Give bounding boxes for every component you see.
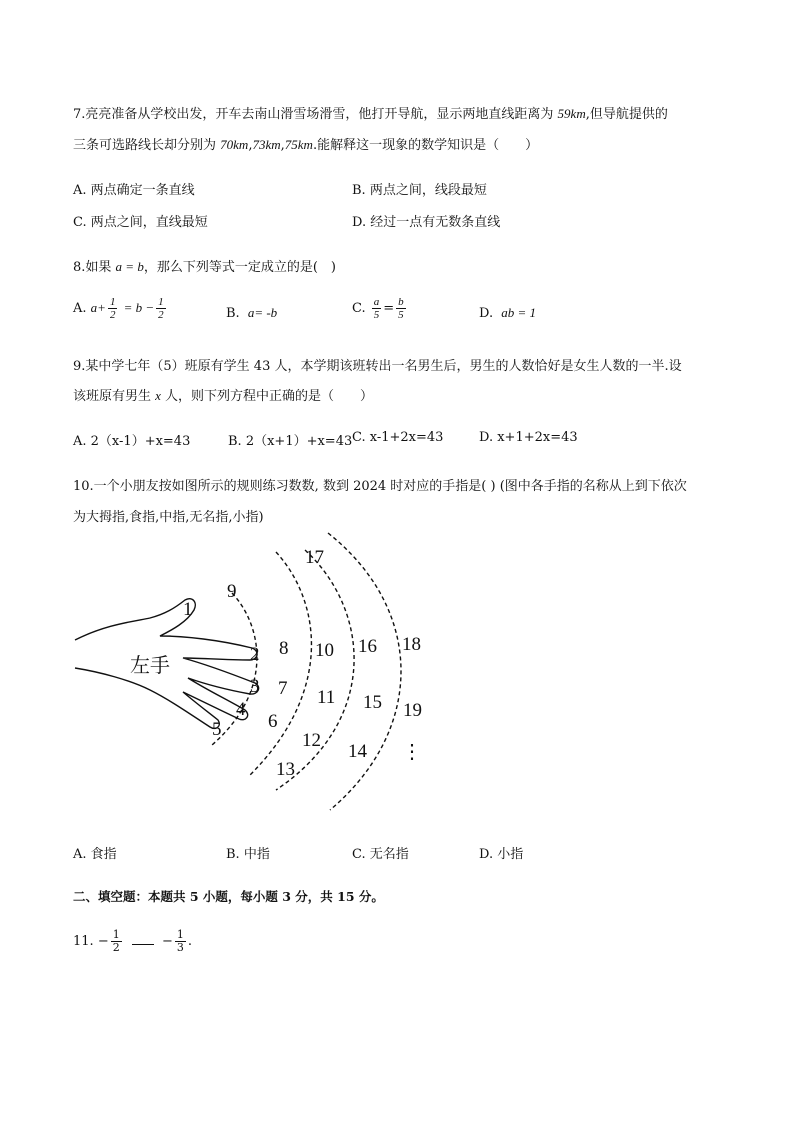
hand-label: 左手 (130, 655, 170, 677)
q7-line2: 三条可选路线长却分别为 70km,73km,75km.能解释这一现象的数学知识是（ ） (73, 137, 539, 153)
q11-line: 11. − $\frac{1}{2}$ − $\frac{1}{3}$ . (73, 928, 193, 954)
q7-option-d[interactable]: D. 经过一点有无数条直线 (352, 215, 501, 230)
q9-line1: 9.某中学七年（5）班原有学生 43 人，本学期该班转出一名男生后，男生的人数恰好是女生人数的一半.设 (73, 359, 682, 374)
fraction: $\frac{1}{2}$ (158, 296, 164, 321)
q9-option-a[interactable]: A. 2（x-1）+x=43 (73, 434, 191, 449)
count-number: 6 (268, 711, 278, 732)
count-number: 10 (315, 640, 334, 661)
dashed-arc-1 (212, 593, 257, 745)
count-number: 13 (276, 759, 295, 780)
dashed-arc-3 (276, 550, 354, 790)
fraction: $\frac{b}{5}$ (398, 296, 404, 321)
q10-option-a[interactable]: A. 食指 (73, 847, 117, 862)
fraction: $\frac{1}{3}$ (176, 928, 184, 954)
ellipsis-mark: ⋮ (402, 741, 422, 763)
q7-option-b[interactable]: B. 两点之间，线段最短 (352, 183, 487, 198)
count-number: 7 (278, 678, 288, 699)
q9-option-d[interactable]: D. x+1+2x=43 (479, 430, 578, 445)
answer-blank[interactable] (132, 944, 154, 945)
count-number: 18 (402, 634, 421, 655)
q8-option-c[interactable]: C. $\frac{a}{5}$ = $\frac{b}{5}$ (352, 296, 404, 321)
count-number: 5 (212, 719, 222, 740)
count-number: 1 (183, 599, 193, 620)
fraction: $\frac{a}{5}$ (373, 296, 380, 321)
fraction: $\frac{1}{2}$ (109, 296, 116, 321)
q8-option-b[interactable]: B. a= -b (226, 305, 278, 321)
fraction: $\frac{1}{2}$ (112, 928, 120, 954)
count-number: 9 (227, 581, 237, 602)
hand-outline (75, 599, 259, 729)
q10-option-c[interactable]: C. 无名指 (352, 847, 409, 862)
q9-line2: 该班原有男生 x 人，则下列方程中正确的是（ ） (73, 388, 374, 404)
dashed-arc-2 (250, 552, 311, 775)
count-number: 8 (279, 638, 289, 659)
count-number: 3 (250, 676, 260, 697)
count-number: 19 (403, 700, 422, 721)
count-number: 15 (363, 692, 382, 713)
count-number: 17 (305, 547, 324, 568)
q7-option-a[interactable]: A. 两点确定一条直线 (73, 183, 195, 198)
count-number: 12 (302, 730, 321, 751)
count-number: 4 (236, 699, 246, 720)
dashed-arc-4 (328, 533, 401, 810)
q7-option-c[interactable]: C. 两点之间，直线最短 (73, 215, 208, 230)
q10-option-b[interactable]: B. 中指 (226, 847, 270, 862)
count-number: 16 (358, 636, 377, 657)
count-number: 14 (348, 741, 367, 762)
q10-line1: 10.一个小朋友按如图所示的规则练习数数, 数到 2024 时对应的手指是( ) (图中各手指的名称从上到下依次 (73, 479, 687, 494)
count-number: 11 (317, 687, 336, 708)
q8-option-d[interactable]: D. ab = 1 (479, 305, 537, 321)
q8-option-a[interactable]: A. a+ $\frac{1}{2}$ = b − $\frac{1}{2}$ (73, 296, 164, 321)
q8-stem: 8.如果 a = b，那么下列等式一定成立的是( ) (73, 259, 336, 275)
q10-option-d[interactable]: D. 小指 (479, 847, 524, 862)
q9-option-b[interactable]: B. 2（x+1）+x=43 (228, 434, 353, 449)
count-number: 2 (250, 644, 260, 665)
q7-line1: 7.亮亮准备从学校出发，开车去南山滑雪场滑雪，他打开导航，显示两地直线距离为 59km,但导航提供的 (73, 106, 668, 122)
q9-option-c[interactable]: C. x-1+2x=43 (352, 430, 444, 445)
section-heading: 二、填空题：本题共 5 小题，每小题 3 分，共 15 分。 (73, 889, 384, 904)
q10-line2: 为大拇指,食指,中指,无名指,小指) (73, 510, 264, 525)
